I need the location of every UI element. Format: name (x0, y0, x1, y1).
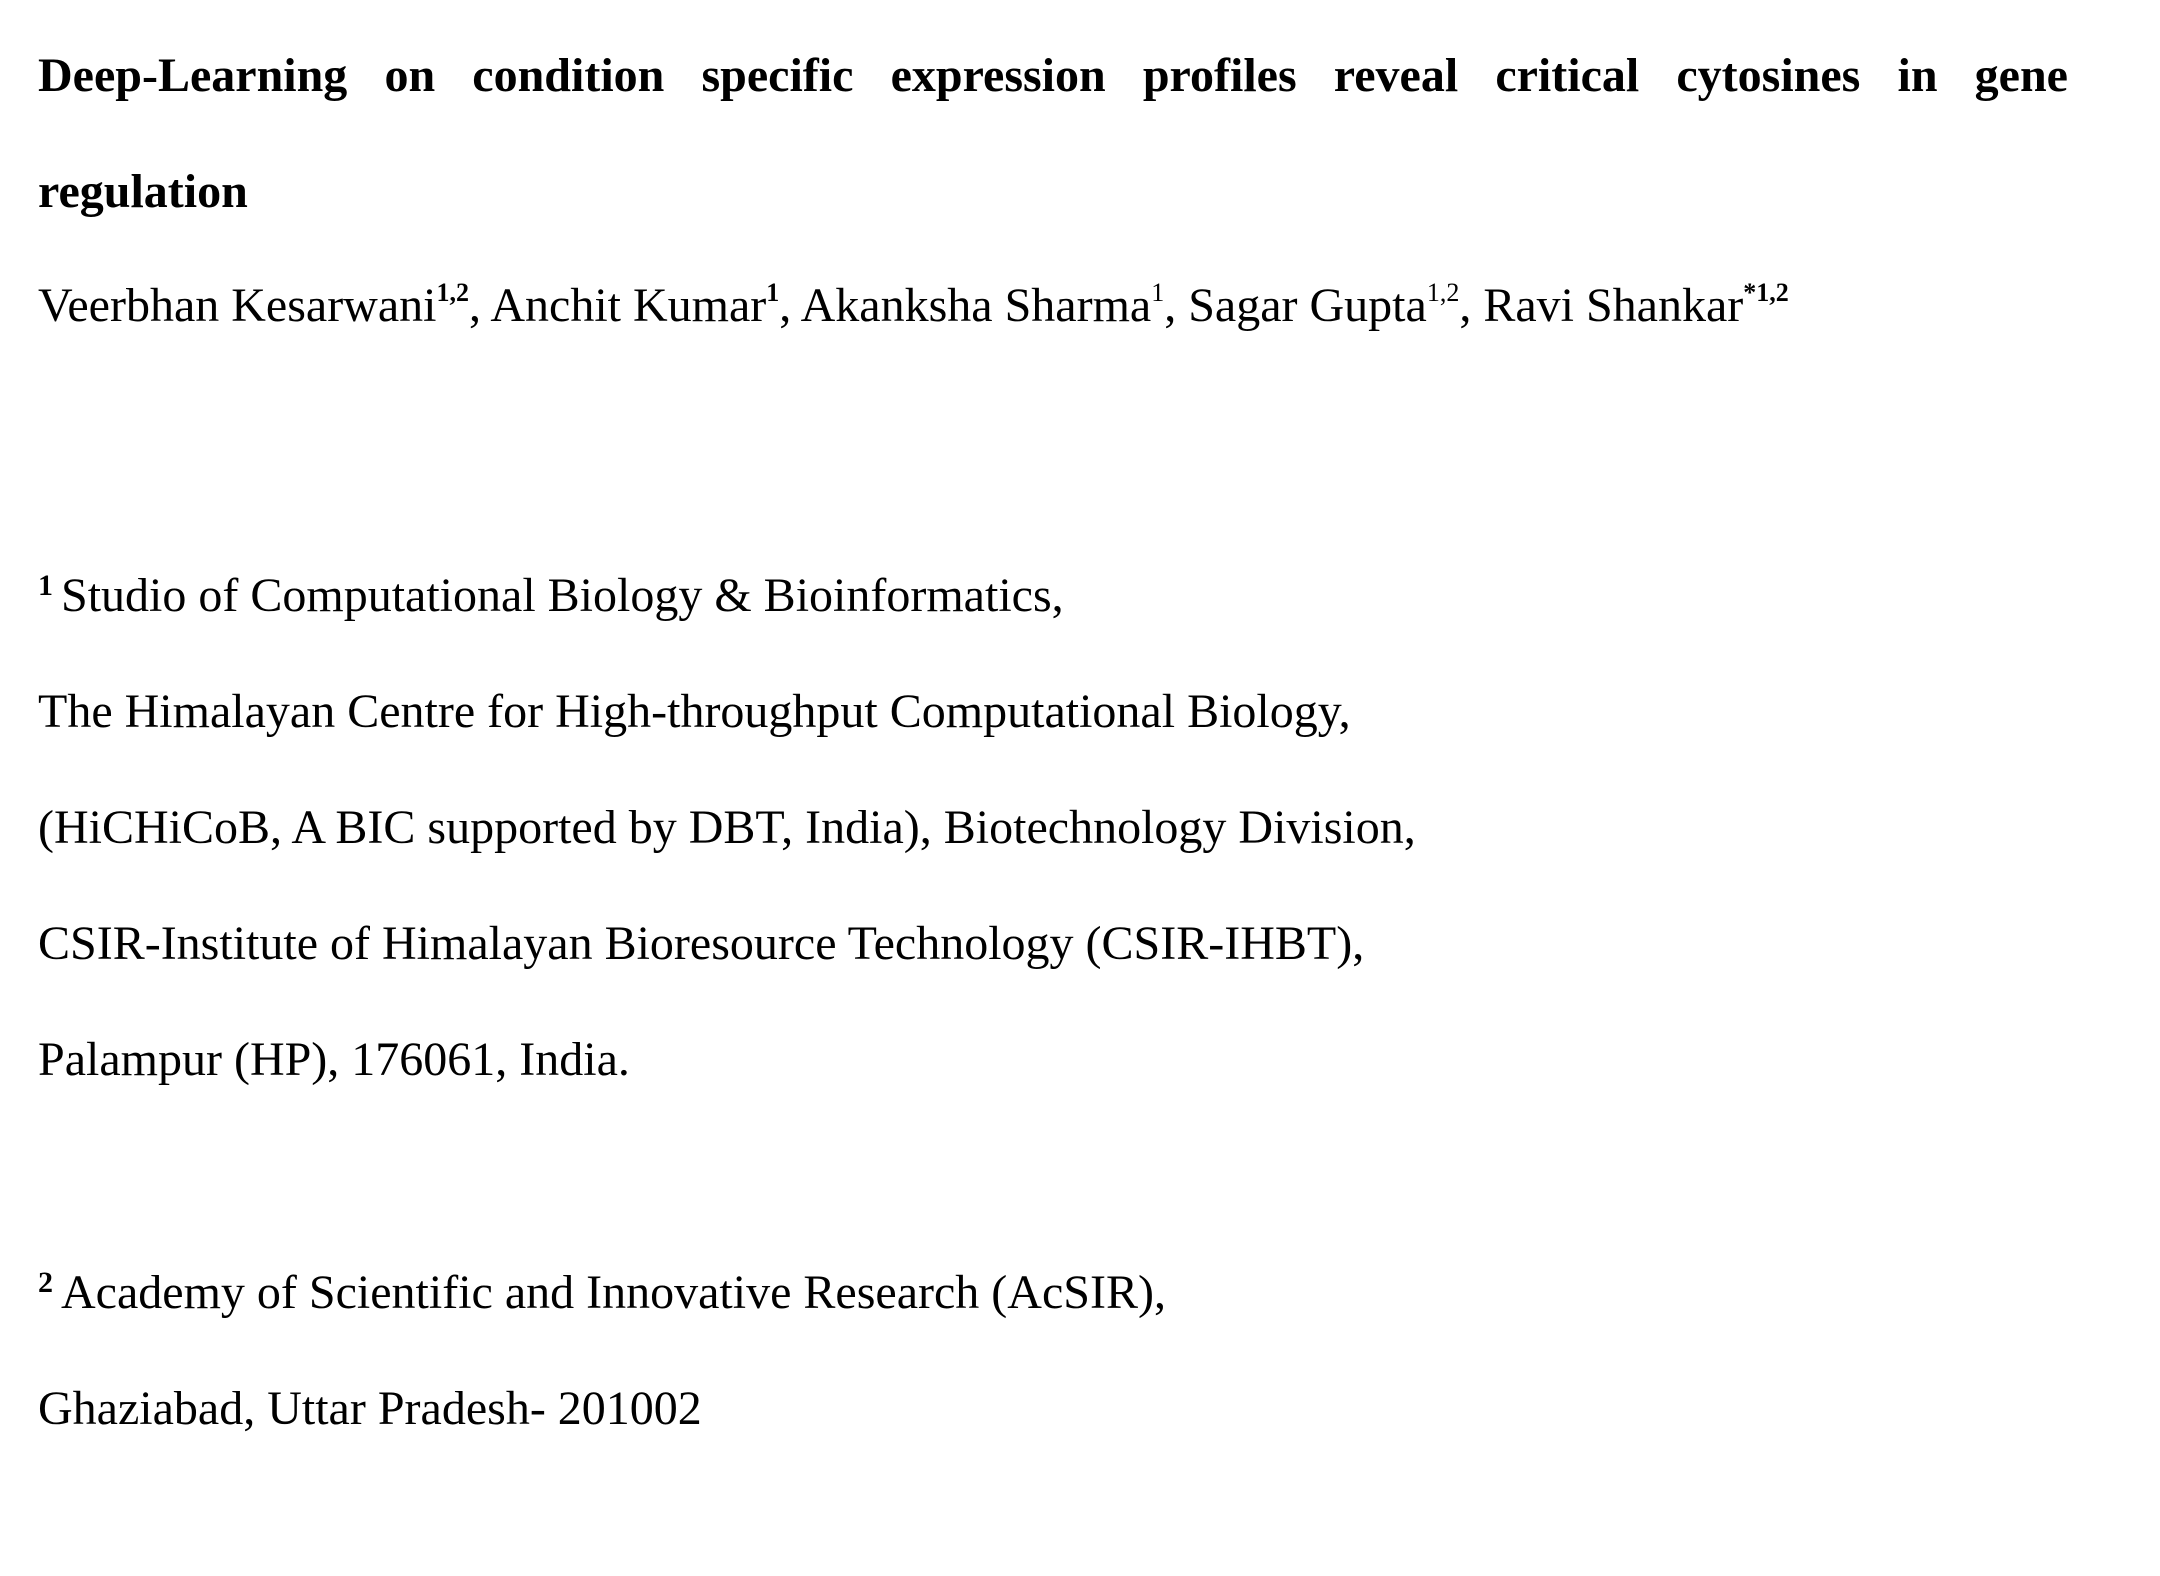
author-affiliation-marker: 1 (1151, 278, 1165, 307)
affiliation-1-line: The Himalayan Centre for High-throughput Computational Biology, (38, 685, 1351, 738)
affiliation-text: Studio of Computational Biology & Bioinformatics, (61, 569, 1064, 622)
affiliation-1-line: Palampur (HP), 176061, India. (38, 1033, 630, 1086)
title-word: in (1897, 49, 1938, 102)
title-word: Deep-Learning (38, 49, 348, 102)
affiliation-1-line: CSIR-Institute of Himalayan Bioresource Technology (CSIR-IHBT), (38, 917, 1365, 970)
author-affiliation-marker: 1,2 (1426, 278, 1460, 307)
title-word: on (384, 49, 436, 102)
title-word: expression (890, 49, 1106, 102)
title-word: gene (1974, 49, 2068, 102)
paper-title-line-1 (38, 48, 2068, 104)
affiliation-number: 1 (38, 569, 53, 602)
affiliation-1-line: (HiCHiCoB, A BIC supported by DBT, India), Biotechnology Division, (38, 801, 1416, 854)
affiliation-2-line: Ghaziabad, Uttar Pradesh- 201002 (38, 1382, 702, 1435)
author-name: Ravi Shankar (1483, 279, 1744, 332)
corresponding-author-marker: *1,2 (1743, 278, 1789, 307)
paper-title-line-2: regulation (38, 165, 248, 218)
title-word: reveal (1333, 49, 1459, 102)
author-separator: , (1459, 279, 1484, 332)
author-name: Veerbhan Kesarwani (38, 279, 437, 332)
author-name: Anchit Kumar (490, 279, 767, 332)
author-affiliation-marker: 1,2 (436, 278, 469, 307)
author-separator: , (1164, 279, 1189, 332)
author-affiliation-marker: 1 (766, 278, 780, 307)
affiliation-1-line (38, 568, 1064, 630)
title-word: specific (701, 49, 854, 102)
title-word: critical (1495, 49, 1640, 102)
affiliation-number: 2 (38, 1266, 53, 1299)
affiliation-2-line (38, 1265, 1166, 1327)
title-word: condition (472, 49, 665, 102)
title-word: profiles (1142, 49, 1297, 102)
title-page (38, 0, 2078, 1576)
title-word: cytosines (1676, 49, 1861, 102)
author-separator: , (468, 279, 491, 332)
author-name: Akanksha Sharma (800, 279, 1152, 332)
author-name: Sagar Gupta (1188, 279, 1427, 332)
affiliation-text: Academy of Scientific and Innovative Research (AcSIR), (61, 1266, 1166, 1319)
author-list (38, 278, 1789, 334)
author-separator: , (779, 279, 801, 332)
